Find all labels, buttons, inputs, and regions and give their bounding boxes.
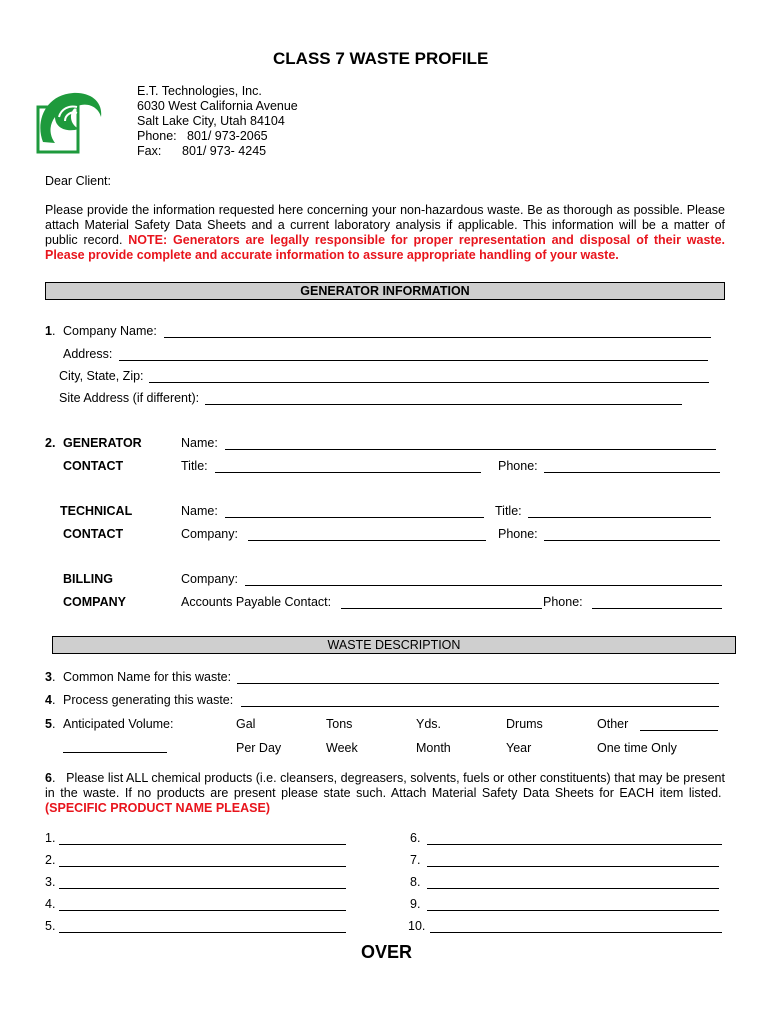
product-9-field[interactable] [427,910,719,911]
section-waste-description: WASTE DESCRIPTION [52,636,736,654]
product-8-field[interactable] [427,888,719,889]
q2-number: 2. [45,436,56,450]
q6-number: 6 [45,771,52,785]
unit-gal-checkbox[interactable] [228,717,255,731]
period-month-checkbox[interactable] [408,741,451,755]
period-week-label: Week [326,741,358,755]
product-5-field[interactable] [59,932,346,933]
billing-company-field[interactable] [245,585,722,586]
generator-name-label: Name: [181,436,218,450]
company-name: E.T. Technologies, Inc. [137,84,262,98]
over-label: OVER [361,942,413,962]
unit-other-checkbox[interactable] [589,717,628,731]
billing-heading: BILLING [63,572,113,586]
process-field[interactable] [241,706,719,707]
volume-amount-field[interactable] [63,752,167,753]
product-2-number: 2. [45,853,56,867]
unit-yds-checkbox[interactable] [408,717,441,731]
product-7-field[interactable] [427,866,719,867]
product-2-field[interactable] [59,866,346,867]
unit-tons-checkbox[interactable] [318,717,352,731]
billing-phone-field[interactable] [592,608,722,609]
product-6-number: 6. [410,831,421,845]
q6-note: (SPECIFIC PRODUCT NAME PLEASE) [45,801,271,815]
q6-paragraph: 6. Please list ALL chemical products (i.e. cleansers, degreasers, solvents, fuels or other constituents) that may be present in the waste. If no products are present please state such. Attach Material Safety Data Sheets for EACH item listed. (SPECIFIC PRODUCT NAME PLEASE) [45,771,725,815]
technical-company-field[interactable] [248,540,486,541]
period-month-label: Month [416,741,451,755]
period-per-day-label: Per Day [236,741,282,755]
greeting: Dear Client: [45,174,111,188]
section-generator-information: GENERATOR INFORMATION [45,282,725,300]
technical-title-field[interactable] [528,517,711,518]
unit-yds-label: Yds. [416,717,442,731]
product-3-number: 3. [45,875,56,889]
q5-number: 5. [45,717,56,731]
unit-other-field[interactable] [640,730,718,731]
technical-contact-heading: CONTACT [63,527,124,541]
company-logo-icon [35,87,107,155]
address-label: Address: [63,347,113,361]
company-fax-label: Fax: [137,144,162,158]
intro-paragraph [45,203,725,263]
technical-title-label: Title: [495,504,522,518]
company-name-label: Company Name: [63,324,157,338]
technical-company-label: Company: [181,527,238,541]
product-1-field[interactable] [59,844,346,845]
product-9-number: 9. [410,897,421,911]
q6-text: Please list ALL chemical products (i.e. cleansers, degreasers, solvents, fuels or other constituents) that may be present in the waste. If no products are present please state such. Attach Material Safety Data Sheets for EACH item listed. [45,771,725,800]
generator-heading: GENERATOR [63,436,142,450]
product-5-number: 5. [45,919,56,933]
unit-drums-checkbox[interactable] [498,717,543,731]
period-one-time-checkbox[interactable] [589,741,677,755]
unit-other-label: Other [597,717,629,731]
generator-phone-field[interactable] [544,472,720,473]
city-state-zip-field[interactable] [149,382,709,383]
generator-name-field[interactable] [225,449,716,450]
period-per-day-checkbox[interactable] [228,741,281,755]
product-6-field[interactable] [427,844,722,845]
technical-name-label: Name: [181,504,218,518]
period-year-checkbox[interactable] [498,741,531,755]
address-field[interactable] [119,360,708,361]
ap-contact-label: Accounts Payable Contact: [181,595,332,609]
intro-text: Please provide the information requested here concerning your non-hazardous waste. Be as thorough as possible. Please attach Material Safety Data Sheets and a current laboratory analysis if applicable. This information will be a matter of public record. [45,203,725,247]
technical-phone-label: Phone: [498,527,538,541]
unit-drums-label: Drums [506,717,543,731]
common-name-label: Common Name for this waste: [63,670,232,684]
site-address-field[interactable] [205,404,682,405]
company-phone: 801/ 973-2065 [187,129,268,143]
company-name-field[interactable] [164,337,711,338]
generator-title-field[interactable] [215,472,481,473]
product-8-number: 8. [410,875,421,889]
billing-company-heading: COMPANY [63,595,126,609]
generator-title-label: Title: [181,459,208,473]
q3-number: 3. [45,670,56,684]
technical-heading: TECHNICAL [60,504,133,518]
product-4-field[interactable] [59,910,346,911]
product-10-number: 10. [408,919,426,933]
billing-phone-label: Phone: [543,595,583,609]
product-4-number: 4. [45,897,56,911]
period-year-label: Year [506,741,532,755]
product-10-field[interactable] [430,932,722,933]
page-title: CLASS 7 WASTE PROFILE [273,49,489,68]
product-3-field[interactable] [59,888,346,889]
unit-tons-label: Tons [326,717,353,731]
generator-contact-heading: CONTACT [63,459,124,473]
billing-company-label: Company: [181,572,238,586]
volume-label: Anticipated Volume: [63,717,174,731]
process-label: Process generating this waste: [63,693,234,707]
q4-number: 4. [45,693,56,707]
company-fax: 801/ 973- 4245 [182,144,267,158]
technical-phone-field[interactable] [544,540,720,541]
product-7-number: 7. [410,853,421,867]
generator-phone-label: Phone: [498,459,538,473]
ap-contact-field[interactable] [341,608,542,609]
company-phone-label: Phone: [137,129,177,143]
city-state-zip-label: City, State, Zip: [59,369,144,383]
period-week-checkbox[interactable] [318,741,358,755]
period-one-time-label: One time Only [597,741,677,755]
company-city: Salt Lake City, Utah 84104 [137,114,285,128]
unit-gal-label: Gal [236,717,256,731]
common-name-field[interactable] [237,683,719,684]
company-street: 6030 West California Avenue [137,99,298,113]
q1-number: 1. [45,324,56,338]
intro-note: NOTE: Generators are legally responsible for proper representation and disposal of their waste. Please provide complete and accurate information to assure appropriate handling of your waste. [45,233,725,262]
site-address-label: Site Address (if different): [59,391,200,405]
technical-name-field[interactable] [225,517,484,518]
product-1-number: 1. [45,831,56,845]
